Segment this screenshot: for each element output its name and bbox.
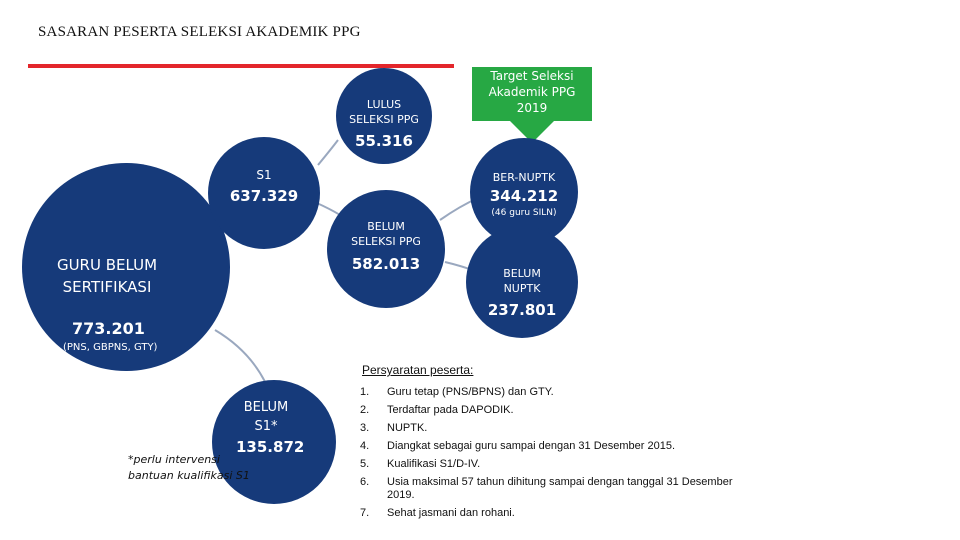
node-lulus-label bbox=[336, 97, 432, 127]
list-item bbox=[360, 404, 740, 417]
page-title: SASARAN PESERTA SELEKSI AKADEMIK PPG bbox=[38, 24, 361, 40]
belum-nuptk-label-line2: NUPTK bbox=[503, 282, 541, 295]
node-belum-s1-value: 135.872 bbox=[236, 438, 305, 456]
list-item-text: Guru tetap (PNS/BPNS) dan GTY. bbox=[387, 386, 554, 398]
list-item-number: 7. bbox=[360, 507, 370, 519]
node-belum-nuptk-label bbox=[466, 266, 578, 296]
node-guru-belum-sertifikasi-label bbox=[42, 254, 172, 298]
node-belum-nuptk-value: 237.801 bbox=[487, 301, 557, 319]
list-item-text: Terdaftar pada DAPODIK. bbox=[387, 404, 514, 416]
list-item-text: Usia maksimal 57 tahun dihitung sampai dengan tanggal 31 Desember 2019. bbox=[387, 476, 733, 501]
belum-nuptk-label-line1: BELUM bbox=[503, 267, 541, 280]
lulus-label-line1: LULUS bbox=[366, 98, 402, 111]
list-item-text: NUPTK. bbox=[387, 422, 428, 434]
list-item-number: 4. bbox=[360, 440, 370, 452]
connector-guru-to-belum-s1 bbox=[215, 330, 268, 388]
belum-seleksi-label-line2: SELEKSI PPG bbox=[351, 235, 421, 248]
footnote-line1: *perlu intervensi bbox=[128, 453, 220, 466]
node-ber-nuptk-value: 344.212 bbox=[489, 187, 559, 205]
connector-s1-to-lulus bbox=[318, 140, 338, 165]
list-item-text: Diangkat sebagai guru sampai dengan 31 Desember 2015. bbox=[387, 440, 676, 452]
list-item bbox=[360, 458, 740, 471]
guru-label-line2: SERTIFIKASI bbox=[62, 278, 152, 296]
belum-s1-label-line2: S1* bbox=[254, 419, 278, 434]
requirements-list bbox=[360, 386, 740, 525]
footnote bbox=[128, 452, 250, 484]
node-guru-belum-sertifikasi-note: (PNS, GBPNS, GTY) bbox=[63, 342, 158, 353]
node-belum-s1-label bbox=[236, 398, 296, 436]
list-item-number: 2. bbox=[360, 404, 370, 416]
list-item-text: Sehat jasmani dan rohani. bbox=[387, 507, 515, 519]
list-item-text: Kualifikasi S1/D-IV. bbox=[387, 458, 481, 470]
list-item-number: 5. bbox=[360, 458, 370, 470]
list-item-number: 3. bbox=[360, 422, 370, 434]
node-lulus-value: 55.316 bbox=[355, 132, 413, 150]
node-s1-value: 637.329 bbox=[229, 187, 299, 205]
guru-label-line1: GURU BELUM bbox=[56, 256, 158, 274]
list-item bbox=[360, 386, 740, 399]
requirements-title: Persyaratan peserta: bbox=[362, 363, 474, 377]
node-belum-seleksi-value: 582.013 bbox=[351, 255, 421, 273]
footnote-line2: bantuan kualifikasi S1 bbox=[128, 469, 250, 482]
list-item bbox=[360, 507, 740, 520]
list-item bbox=[360, 476, 740, 502]
node-belum-seleksi-label bbox=[327, 219, 445, 249]
belum-seleksi-label-line1: BELUM bbox=[367, 220, 405, 233]
list-item bbox=[360, 422, 740, 435]
node-s1-label: S1 bbox=[256, 168, 272, 182]
belum-s1-label-line1: BELUM bbox=[243, 400, 289, 415]
node-guru-belum-sertifikasi-value: 773.201 bbox=[72, 319, 145, 338]
list-item bbox=[360, 440, 740, 453]
node-ber-nuptk-label: BER-NUPTK bbox=[492, 171, 556, 184]
node-belum-seleksi-ppg bbox=[327, 190, 445, 308]
lulus-label-line2: SELEKSI PPG bbox=[349, 113, 419, 126]
node-ber-nuptk-note: (46 guru SILN) bbox=[491, 208, 557, 218]
target-callout: Target Seleksi Akademik PPG 2019 bbox=[472, 67, 592, 121]
list-item-number: 6. bbox=[360, 476, 370, 488]
list-item-number: 1. bbox=[360, 386, 370, 398]
